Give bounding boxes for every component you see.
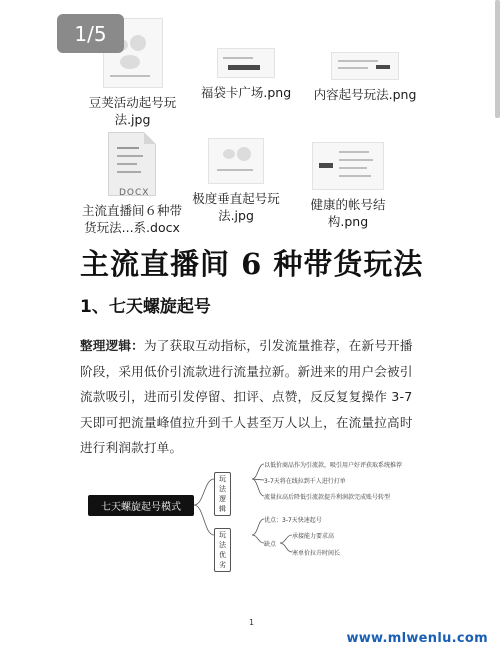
mind-map-branch-logic: 玩法逻辑 [214,472,231,516]
image-thumbnail-icon [217,48,275,78]
body-paragraph [80,333,425,461]
site-watermark: www.mlwenlu.com [346,631,488,646]
mind-map-leaf: 优点：3-7天快速起号 [264,517,322,524]
docx-badge: DOCX [119,188,150,198]
file-item[interactable] [292,142,404,230]
mind-map-leaf: 3-7天将在线拉到千人进行打单 [264,478,346,485]
file-name: 内容起号玩法.png [313,87,417,102]
file-name: 极度垂直起号玩法.jpg [192,191,280,223]
paragraph-text: 为了获取互动指标，引发流量推荐，在新号开播阶段，采用低价引流款进行流量拉新。新进来的用户会被引流款吸引，进而引发停留、扣评、点赞，反反复复操作 3-7 天即可把流量峰值拉升到千人甚至万人以上，在流量拉高时进行利润款打单。 [80,338,413,455]
image-thumbnail-icon [208,138,264,184]
scrollbar[interactable] [494,0,500,120]
file-item[interactable] [196,48,296,101]
mind-map-leaf: 寒单价拉升时间长 [292,550,341,557]
mind-map-leaf: 缺点 [264,541,277,548]
file-item[interactable] [184,138,288,224]
page-number: 1 [249,618,255,627]
mind-map-branch-pros-cons: 玩法优劣 [214,528,231,572]
mind-map-leaf: 承接能力要求高 [292,533,335,540]
image-thumbnail-icon [331,52,399,80]
page-indicator: 1/5 [57,14,124,53]
image-thumbnail-icon [312,142,384,190]
mind-map-leaf: 以低价商品作为引流款，吸引用户好评获取系统推荐 [264,462,403,469]
paragraph-label: 整理逻辑： [80,338,144,353]
file-name: 豆荚活动起号玩法.jpg [88,95,177,127]
section-heading: 1、七天螺旋起号 [80,297,211,317]
file-item[interactable] [310,52,420,103]
file-name: 福袋卡广场.png [200,85,292,100]
document-title: 主流直播间 6 种带货玩法 [80,247,424,281]
mind-map-leaf: 流量拉高后降低引流款提升利润款完成账号转型 [264,494,391,501]
file-item[interactable] [76,132,188,236]
scrollbar-thumb[interactable] [495,0,500,118]
file-name: 主流直播间６种带货玩法...系.docx [81,203,182,235]
mind-map-root: 七天螺旋起号模式 [88,495,194,516]
file-name: 健康的帐号结构.png [310,197,386,229]
docx-file-icon [108,132,156,196]
